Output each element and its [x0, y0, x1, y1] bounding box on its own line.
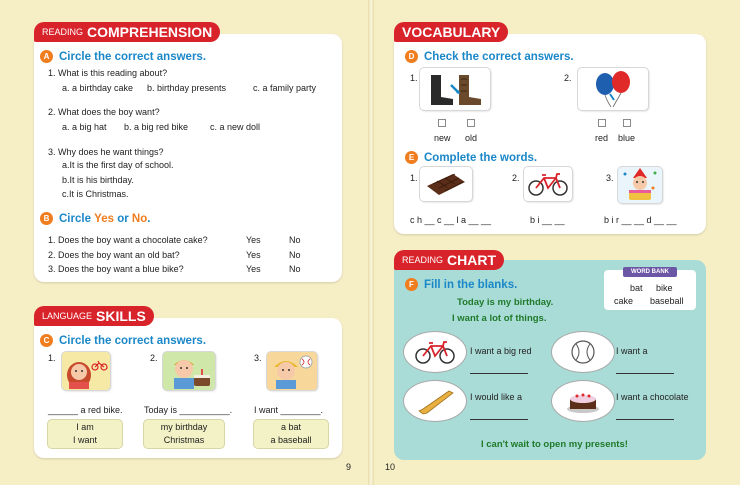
c-item-3-picture — [267, 352, 317, 390]
chocolate-icon — [423, 170, 469, 198]
word-bank-word-cake: cake — [614, 296, 634, 306]
chart-sentence-3: I would like a — [470, 392, 523, 402]
section-f-badge: F — [405, 278, 418, 291]
d-item-2-picture — [578, 68, 648, 110]
chart-blank-3[interactable] — [470, 410, 528, 420]
section-b-or: or — [114, 212, 132, 225]
e-item-2-number: 2. — [512, 173, 520, 183]
banner-small: READING — [42, 27, 84, 37]
comprehension-banner — [34, 22, 220, 42]
section-b-title — [40, 212, 150, 225]
d-item-1-option-old: old — [465, 133, 478, 143]
question-2: 2. What does the boy want? — [48, 107, 160, 117]
d-item-2-check-blue[interactable] — [623, 119, 631, 127]
birthday-boy-icon — [619, 168, 661, 202]
section-b-text-pre: Circle — [59, 212, 95, 225]
page-number-left: 9 — [346, 462, 352, 472]
chart-sentence-2: I want a — [616, 346, 648, 356]
d-item-1-picture — [420, 68, 490, 110]
section-d-text: Check the correct answers. — [424, 50, 574, 63]
section-d-badge: D — [405, 50, 418, 63]
yn-no-2[interactable]: No — [289, 250, 301, 260]
bike-icon — [526, 170, 570, 198]
section-b-no: No — [131, 212, 148, 225]
word-bank-word-bat: bat — [630, 283, 643, 293]
chart-sentence-4: I want a chocolate — [616, 392, 689, 402]
d-item-2-number: 2. — [564, 73, 572, 83]
boots-icon — [423, 71, 487, 107]
yn-yes-3[interactable]: Yes — [246, 264, 261, 274]
c-item-1-sentence: ______ a red bike. — [48, 405, 123, 415]
banner-big: COMPREHENSION — [87, 24, 213, 40]
e-item-3-number: 3. — [606, 173, 614, 183]
e-item-3-word: b i r __ __ d __ __ — [604, 215, 677, 225]
word-bank-word-baseball: baseball — [650, 296, 684, 306]
banner-big: VOCABULARY — [402, 24, 501, 40]
cloud-bat — [404, 381, 466, 421]
boy-with-baseball-icon — [268, 353, 316, 389]
e-item-1-word: c h __ c __ l a __ __ — [410, 215, 492, 225]
word-bank-word-bike: bike — [656, 283, 673, 293]
c-item-3-sentence: I want ________. — [254, 405, 324, 415]
e-item-1-number: 1. — [410, 173, 418, 183]
chart-closing: I can't wait to open my presents! — [481, 439, 628, 450]
c-item-3-option-1[interactable]: a bat — [280, 422, 302, 432]
cloud-cake — [552, 381, 614, 421]
chart-blank-1[interactable] — [470, 364, 528, 374]
chart-banner — [394, 250, 504, 270]
bike-icon — [413, 338, 457, 366]
q1-option-a: a. a birthday cake — [62, 83, 134, 93]
d-item-2-check-red[interactable] — [598, 119, 606, 127]
c-item-2-option-2[interactable]: Christmas — [163, 435, 205, 445]
balloons-icon — [583, 70, 643, 108]
d-item-1-number: 1. — [410, 73, 418, 83]
word-bank-title: WORD BANK — [623, 267, 677, 277]
c-item-3-option-2[interactable]: a baseball — [270, 435, 312, 445]
baseball-icon — [568, 337, 598, 367]
q2-option-a: a. a big hat — [62, 122, 107, 132]
c-item-2-option-1[interactable]: my birthday — [160, 422, 208, 432]
section-b-badge: B — [40, 212, 53, 225]
section-e-title — [405, 151, 537, 164]
chart-sentence-1: I want a big red — [470, 346, 532, 356]
c-item-1-option-2[interactable]: I want — [72, 435, 97, 445]
c-item-2-picture — [163, 352, 215, 390]
e-item-3-picture — [618, 167, 662, 203]
question-3: 3. Why does he want things? — [48, 147, 164, 157]
bat-icon — [413, 387, 457, 415]
c-item-2-sentence: Today is __________. — [144, 405, 233, 415]
e-item-1-picture — [420, 167, 472, 201]
q2-option-b: b. a big red bike — [124, 122, 189, 132]
banner-small: READING — [402, 255, 444, 265]
section-a-badge: A — [40, 50, 53, 63]
section-b-dot: . — [147, 212, 151, 225]
q3-option-a: a.It is the first day of school. — [62, 160, 174, 170]
q1-option-c: c. a family party — [253, 83, 317, 93]
e-item-2-picture — [524, 167, 572, 201]
q3-option-c: c.It is Christmas. — [62, 189, 129, 199]
yn-yes-1[interactable]: Yes — [246, 235, 261, 245]
cake-icon — [563, 387, 603, 415]
chart-blank-4[interactable] — [616, 410, 674, 420]
section-e-badge: E — [405, 151, 418, 164]
cloud-baseball — [552, 332, 614, 372]
c-item-1-number: 1. — [48, 353, 56, 363]
c-item-2-number: 2. — [150, 353, 158, 363]
chart-blank-2[interactable] — [616, 364, 674, 374]
d-item-1-check-new[interactable] — [438, 119, 446, 127]
q3-option-b: b.It is his birthday. — [62, 175, 134, 185]
c-item-3-options — [254, 420, 328, 448]
section-f-title — [405, 278, 517, 291]
e-item-2-word: b i __ __ — [530, 215, 565, 225]
cloud-bike — [404, 332, 466, 372]
c-item-1-options — [48, 420, 122, 448]
word-bank — [604, 270, 696, 310]
yn-question-1: 1. Does the boy want a chocolate cake? — [48, 235, 208, 245]
d-item-2-option-red: red — [595, 133, 609, 143]
yn-no-3[interactable]: No — [289, 264, 301, 274]
yn-no-1[interactable]: No — [289, 235, 301, 245]
yn-question-3: 3. Does the boy want a blue bike? — [48, 264, 184, 274]
section-e-text: Complete the words. — [424, 151, 538, 164]
yn-yes-2[interactable]: Yes — [246, 250, 261, 260]
chart-line-2: I want a lot of things. — [452, 313, 547, 324]
girl-icon — [63, 353, 109, 389]
boy-with-cake-icon — [164, 353, 214, 389]
c-item-2-options — [144, 420, 224, 448]
q1-option-b: b. birthday presents — [147, 83, 227, 93]
section-b-yes: Yes — [94, 212, 114, 225]
section-f-text: Fill in the blanks. — [424, 278, 518, 291]
c-item-3-number: 3. — [254, 353, 262, 363]
d-item-2-option-blue: blue — [618, 133, 636, 143]
yn-question-2: 2. Does the boy want an old bat? — [48, 250, 180, 260]
page-number-right: 10 — [385, 462, 396, 472]
section-a-title — [40, 50, 206, 63]
section-d-title — [405, 50, 574, 63]
d-item-1-check-old[interactable] — [467, 119, 475, 127]
banner-small: LANGUAGE — [42, 311, 93, 321]
section-c-badge: C — [40, 334, 53, 347]
page-gutter — [368, 0, 374, 485]
skills-banner — [34, 306, 154, 326]
q2-option-c: c. a new doll — [210, 122, 261, 132]
question-1: 1. What is this reading about? — [48, 68, 168, 78]
section-a-text: Circle the correct answers. — [59, 50, 207, 63]
chart-line-1: Today is my birthday. — [457, 297, 554, 308]
banner-big: SKILLS — [96, 308, 146, 324]
banner-big: CHART — [447, 252, 497, 268]
d-item-1-option-new: new — [434, 133, 451, 143]
c-item-1-picture — [62, 352, 110, 390]
c-item-1-option-1[interactable]: I am — [76, 422, 94, 432]
section-c-text: Circle the correct answers. — [59, 334, 207, 347]
vocabulary-banner — [394, 22, 508, 42]
section-c-title — [40, 334, 206, 347]
